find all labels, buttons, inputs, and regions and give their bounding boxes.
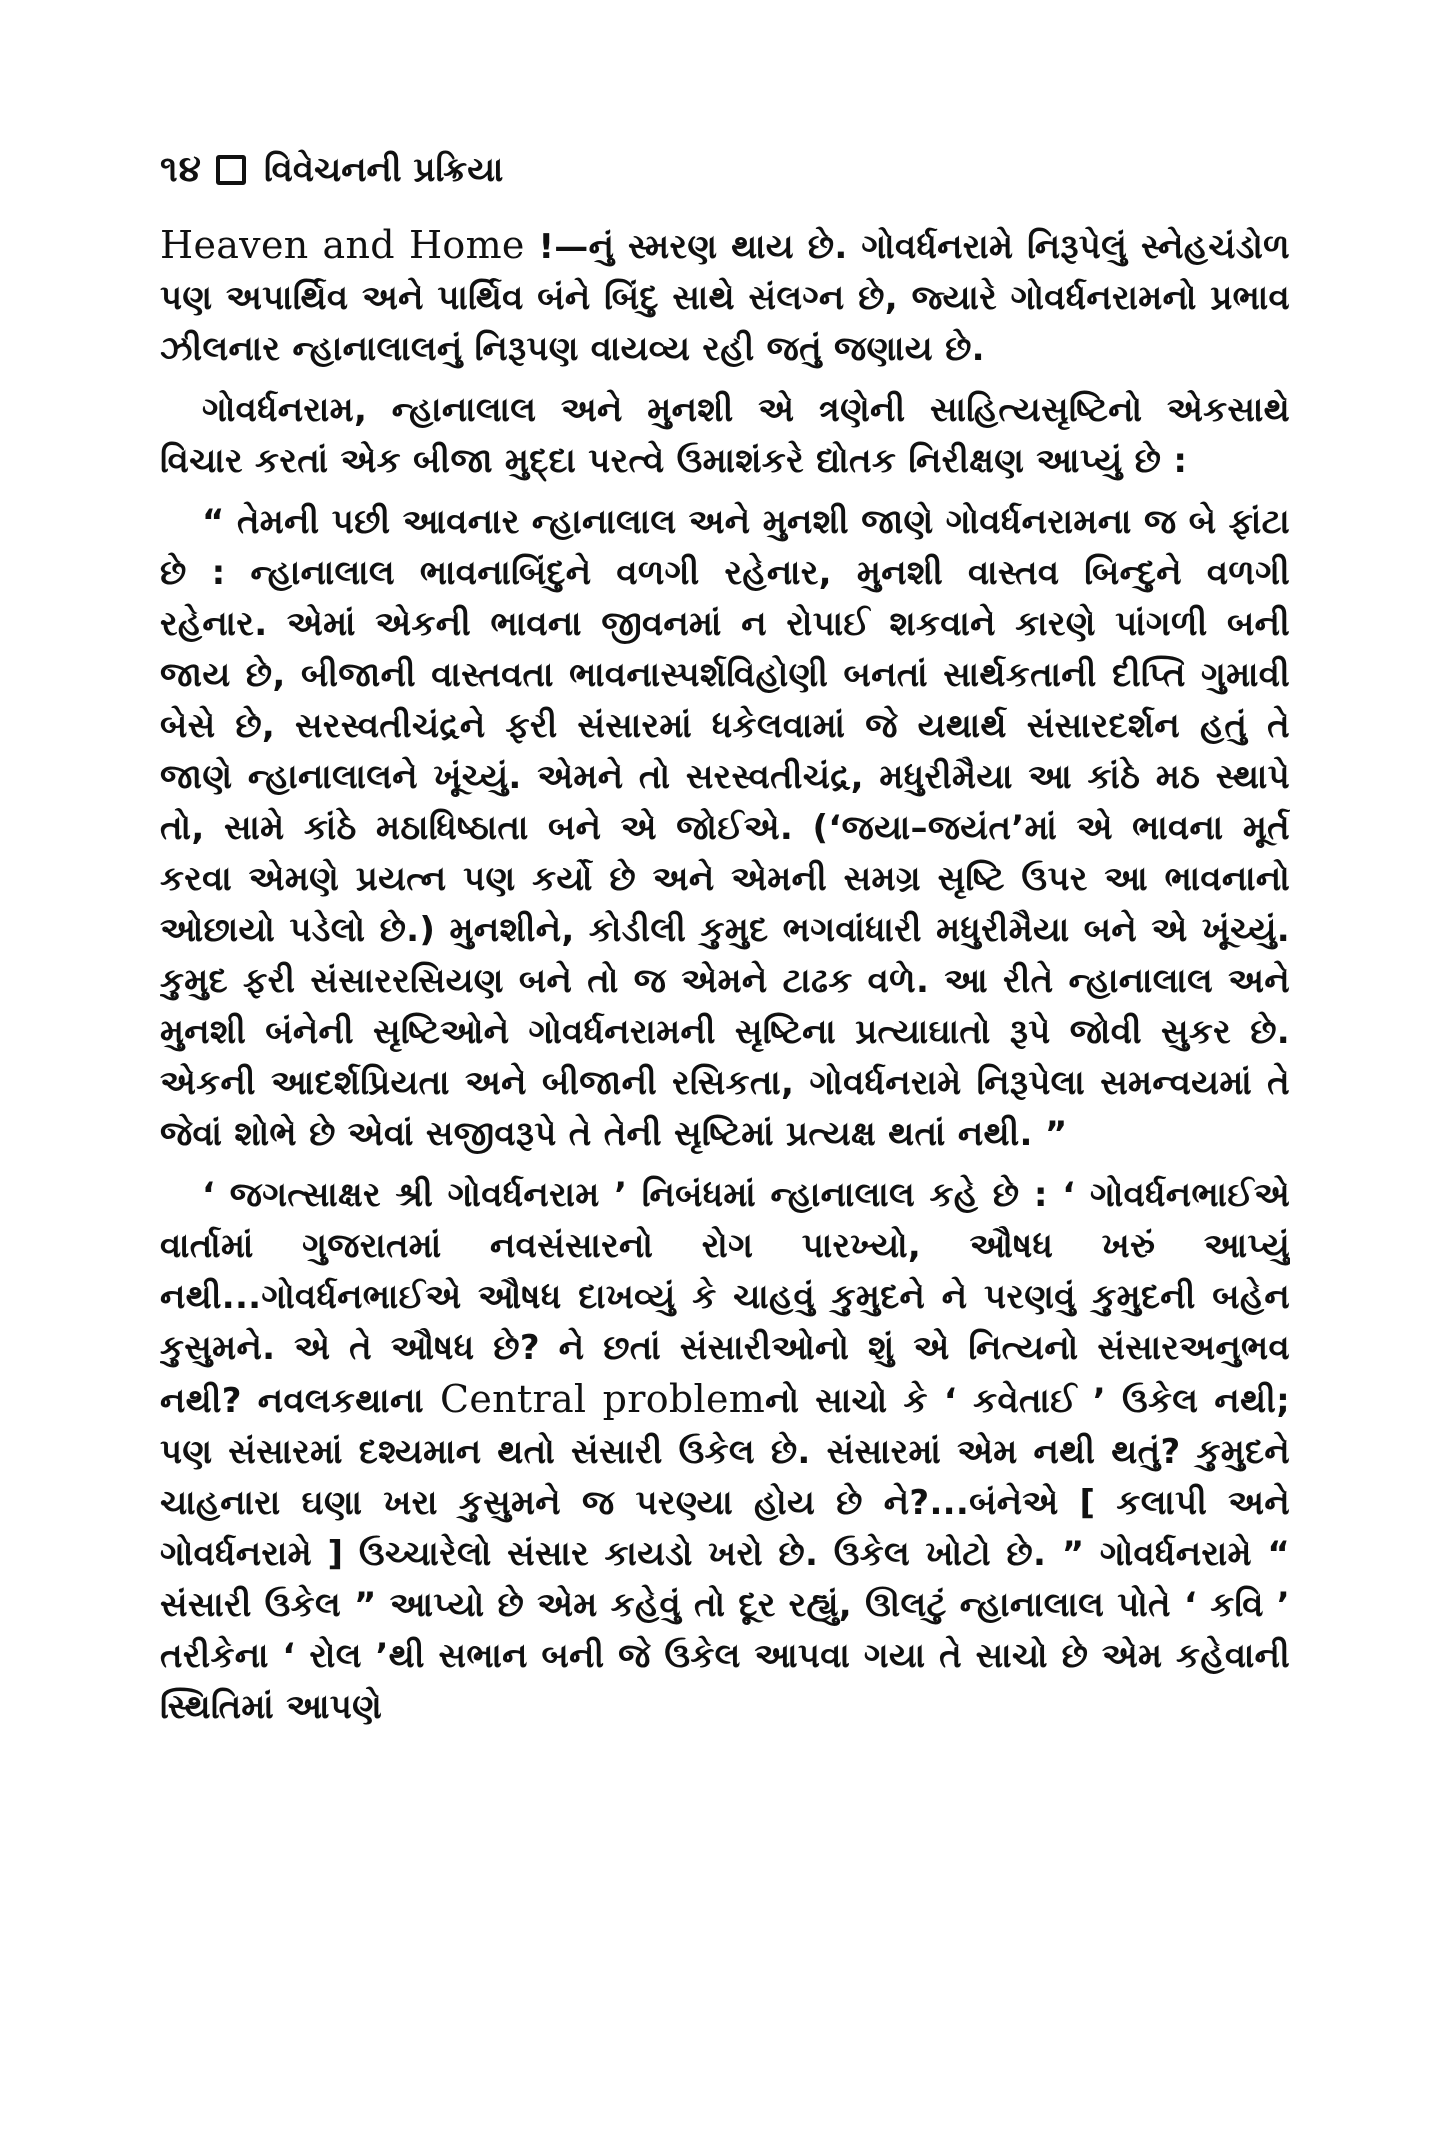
paragraph-4-text-b: નો સાચો કે ‘ કવેતાઈ ’ ઉકેલ નથી; પણ સંસારમાં દશ્યમાન થતો સંસારી ઉકેલ છે. સંસારમાં એમ નથી થતું? કુમુદને ચાહનારા ઘણા ખરા કુસુમને જ પરણ્યા હોય છે ને?...બંનેએ [ કલાપી અને ગોવર્ધનરામે ] ઉચ્ચારેલો સંસાર કાયડો ખરો છે. ઉકેલ ખોટો છે. ” ગોવર્ધનરામે “ સંસારી ઉકેલ ” આપ્યો છે એમ કહેવું તો દૂર રહ્યું, ઊલટું ન્હાનાલાલ પોતે ‘ કવિ ’ તરીકેના ‘ રોલ ’થી સભાન બની જે ઉકેલ આપવા ગયા તે સાચો છે એમ કહેવાની સ્થિતિમાં આપણે xyxy=(160,1381,1290,1727)
block-quotation: “ તેમની પછી આવનાર ન્હાનાલાલ અને મુનશી જાણે ગોવર્ધનરામના જ બે ફાંટા છે : ન્હાનાલાલ ભાવનાબિંદુને વળગી રહેનાર, મુનશી વાસ્તવ બિન્દુને વળગી રહેનાર. એમાં એકની ભાવના જીવનમાં ન રોપાઈ શકવાને કારણે પાંગળી બની જાય છે, બીજાની વાસ્તવતા ભાવનાસ્પર્શવિહોણી બનતાં સાર્થકતાની દીપ્તિ ગુમાવી બેસે છે, સરસ્વતીચંદ્રને ફરી સંસારમાં ધકેલવામાં જે યથાર્થ સંસારદર્શન હતું તે જાણે ન્હાનાલાલને ખૂંચ્યું. એમને તો સરસ્વતીચંદ્ર, મધુરીમૈયા આ કાંઠે મઠ સ્થાપે તો, સામે કાંઠે મઠાધિષ્ઠાતા બને એ જોઈએ. (‘જયા–જયંત’માં એ ભાવના મૂર્ત કરવા એમણે પ્રયત્ન પણ કર્યો છે અને એમની સમગ્ર સૃષ્ટિ ઉપર આ ભાવનાનો ઓછાયો પડેલો છે.) મુનશીને, કોડીલી કુમુદ ભગવાંધારી મધુરીમૈયા બને એ ખૂંચ્યું. કુમુદ ફરી સંસારરસિયણ બને તો જ એમને ટાઢક વળે. આ રીતે ન્હાનાલાલ અને મુનશી બંનેની સૃષ્ટિઓને ગોવર્ધનરામની સૃષ્ટિના પ્રત્યાઘાતો રૂપે જોવી સુકર છે. એકની આદર્શપ્રિયતા અને બીજાની રસિકતા, ગોવર્ધનરામે નિરૂપેલા સમન્વયમાં તે જેવાં શોભે છે એવાં સજીવરૂપે તે તેની સૃષ્ટિમાં પ્રત્યક્ષ થતાં નથી. ” xyxy=(160,502,1290,1154)
paragraph-4 xyxy=(160,1170,1290,1733)
running-head xyxy=(160,140,1290,200)
book-page xyxy=(160,140,1290,2090)
book-title: વિવેચનની પ્રક્રિયા xyxy=(263,150,504,190)
square-ornament-icon xyxy=(216,155,246,185)
paragraph-4-text-a: ‘ જગત્સાક્ષર શ્રી ગોવર્ધનરામ ’ નિબંધમાં ન્હાનાલાલ કહે છે : ‘ ગોવર્ધનભાઈએ વાર્તામાં ગુજરાતમાં નવસંસારનો રોગ પારખ્યો, ઔષધ ખરું આપ્યું નથી...ગોવર્ધનભાઈએ ઔષધ દાખવ્યું કે ચાહવું કુમુદને ને પરણવું કુમુદની બહેન કુસુમને. એ તે ઔષધ છે? ને છતાં સંસારીઓનો શું એ નિત્યનો સંસારઅનુભવ નથી? નવલકથાના xyxy=(160,1175,1290,1421)
english-phrase: Central problem xyxy=(439,1377,766,1421)
paragraph-1 xyxy=(160,220,1290,375)
english-title-reference: Heaven and Home xyxy=(160,223,525,267)
paragraph-2: ગોવર્ધનરામ, ન્હાનાલાલ અને મુનશી એ ત્રણેની સાહિત્યસૃષ્ટિનો એકસાથે વિચાર કરતાં એક બીજા મુદ્દા પરત્વે ઉમાશંકરે દ્યોતક નિરીક્ષણ આપ્યું છે : xyxy=(160,390,1290,481)
paragraph-1-text: !—નું સ્મરણ થાય છે. ગોવર્ધનરામે નિરૂપેલું સ્નેહચંડોળ પણ અપાર્થિવ અને પાર્થિવ બંને બિંદુ સાથે સંલગ્ન છે, જ્યારે ગોવર્ધનરામનો પ્રભાવ ઝીલનાર ન્હાનાલાલનું નિરૂપણ વાયવ્ય રહી જતું જણાય છે. xyxy=(160,227,1290,369)
page-number: ૧૪ xyxy=(160,149,202,190)
